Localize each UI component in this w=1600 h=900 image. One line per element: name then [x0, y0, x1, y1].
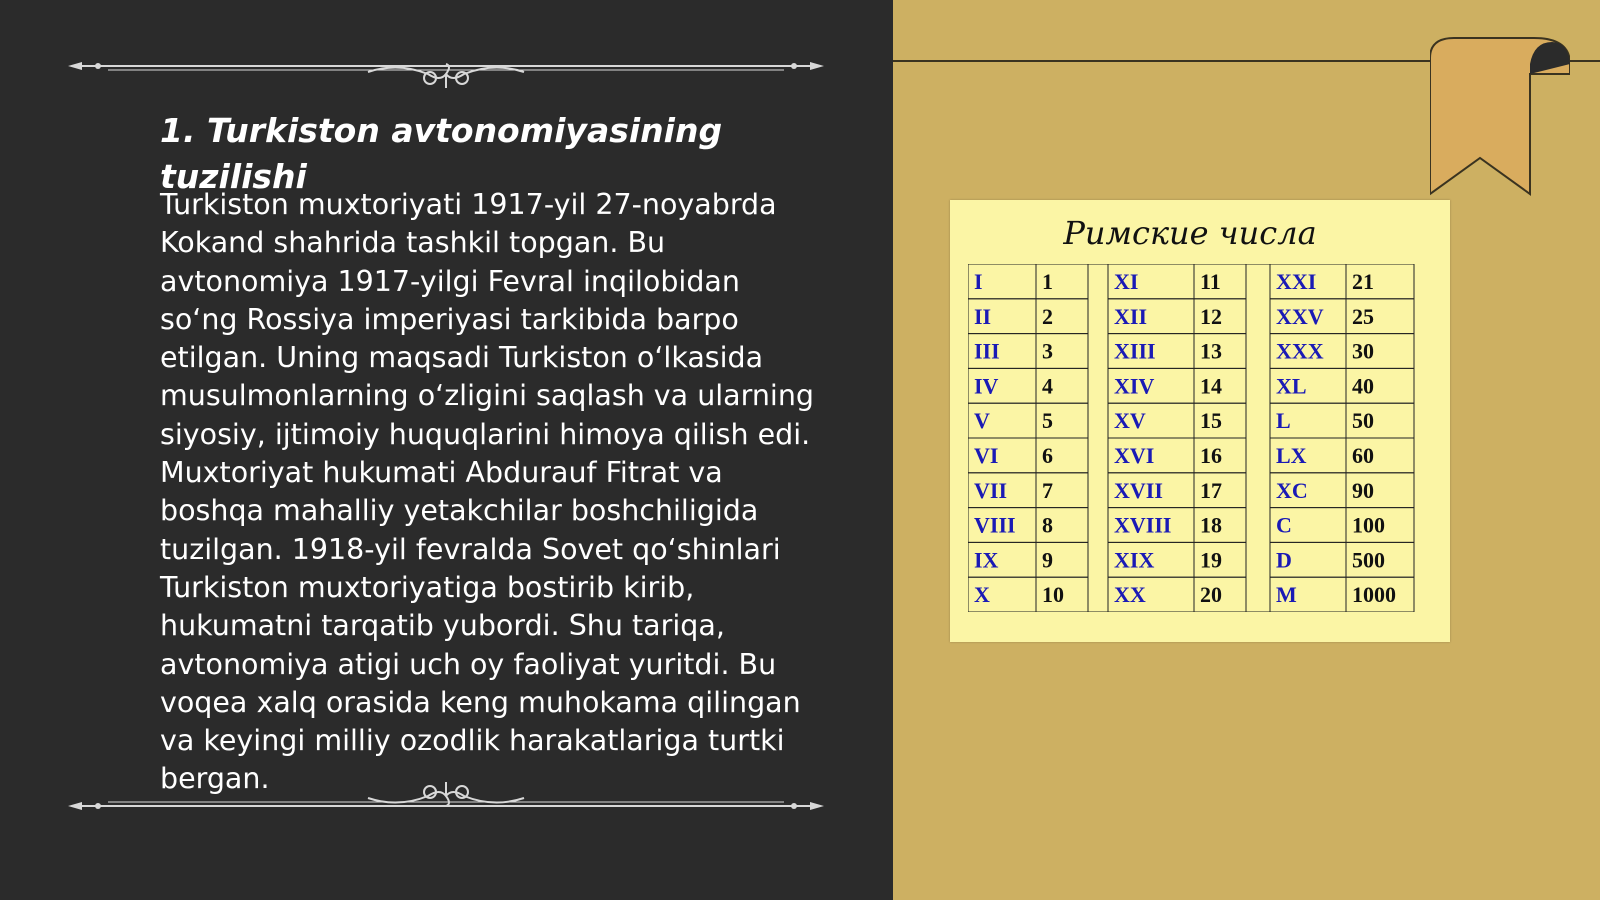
arabic-number: 18 [1200, 512, 1222, 538]
arabic-number: 2 [1042, 303, 1053, 329]
roman-numeral: XX [1114, 582, 1146, 608]
roman-numeral: LX [1276, 443, 1307, 468]
roman-numeral: V [974, 408, 990, 434]
roman-numerals-image [950, 200, 1450, 642]
roman-numeral: IV [974, 373, 999, 399]
roman-numerals-table [968, 264, 1422, 612]
bookmark-ribbon-icon [1430, 34, 1570, 200]
roman-numeral: XXV [1276, 303, 1324, 329]
roman-numeral: XV [1114, 408, 1146, 434]
arabic-number: 500 [1352, 547, 1385, 573]
roman-numeral: III [974, 338, 1000, 364]
arabic-number: 7 [1042, 477, 1053, 503]
arabic-number: 14 [1200, 373, 1222, 399]
arabic-number: 16 [1200, 443, 1222, 468]
column-gap [1088, 264, 1108, 612]
arabic-number: 15 [1200, 408, 1222, 434]
roman-numeral: XVI [1114, 443, 1155, 468]
slide-title: 1. Turkiston avtonomiyasining tuzilishi [160, 111, 723, 196]
ornament-divider-top-icon [68, 48, 824, 88]
roman-numeral: X [974, 582, 990, 608]
arabic-number: 3 [1042, 338, 1053, 364]
arabic-number: 21 [1352, 269, 1374, 294]
roman-numeral: M [1276, 582, 1297, 608]
roman-numeral: XI [1114, 269, 1139, 294]
roman-numeral: XIV [1114, 373, 1155, 399]
roman-numeral: C [1276, 512, 1292, 538]
roman-numeral: I [974, 269, 983, 294]
arabic-number: 90 [1352, 477, 1374, 503]
roman-numeral: D [1276, 547, 1292, 573]
arabic-number: 40 [1352, 373, 1374, 399]
arabic-number: 1 [1042, 269, 1053, 294]
arabic-number: 30 [1352, 338, 1374, 364]
arabic-number: 50 [1352, 408, 1374, 434]
arabic-number: 20 [1200, 582, 1222, 608]
arabic-number: 19 [1200, 547, 1222, 573]
roman-numeral: L [1276, 408, 1291, 434]
roman-numeral: XVII [1114, 477, 1163, 503]
arabic-number: 5 [1042, 408, 1053, 434]
arabic-number: 100 [1352, 512, 1385, 538]
slide-body-text: Turkiston muxtoriyati 1917-yil 27-noyabrda Kokand shahrida tashkil topgan. Bu avtonomiya 1917-yilgi Fevral inqilobidan so‘ng Rossiya imperiyasi tarkibida barpo etilgan. Uning maqsadi Turkiston o‘lkasida musulmonlarning o‘zligini saqlash va ularning siyosiy, ijtimoiy huquqlarini himoya qilish edi. Muxtoriyat hukumati Abdurauf Fitrat va boshqa mahalliy yetakchilar boshchiligida tuzilgan. 1918-yil fevralda Sovet qo‘shinlari Turkiston muxtoriyatiga bostirib kirib, hukumatni tarqatib yubordi. Shu tariqa, avtonomiya atigi uch oy faoliyat yuritdi. Bu voqea xalq orasida keng muhokama qilingan va keyingi milliy ozodlik harakatlariga turtki bergan. [160, 188, 814, 796]
roman-numeral: XII [1114, 303, 1148, 329]
arabic-number: 17 [1200, 477, 1222, 503]
roman-numerals-title: Римские числа [1063, 214, 1317, 252]
arabic-number: 11 [1200, 269, 1221, 294]
roman-numeral: XC [1276, 477, 1308, 503]
arabic-number: 8 [1042, 512, 1053, 538]
arabic-number: 9 [1042, 547, 1053, 573]
arabic-number: 1000 [1352, 582, 1396, 608]
arabic-number: 4 [1042, 373, 1053, 399]
roman-numeral: VII [974, 477, 1008, 503]
arabic-number: 12 [1200, 303, 1222, 329]
arabic-number: 60 [1352, 443, 1374, 468]
roman-numeral: IX [974, 547, 999, 573]
roman-numeral: XIII [1114, 338, 1156, 364]
arabic-number: 6 [1042, 443, 1053, 468]
roman-numeral: VI [974, 443, 999, 468]
arabic-number: 25 [1352, 303, 1374, 329]
ornament-divider-bottom-icon [68, 782, 824, 822]
roman-numeral: XXI [1276, 269, 1317, 294]
roman-numeral: VIII [974, 512, 1016, 538]
arabic-number: 13 [1200, 338, 1222, 364]
roman-numeral: XIX [1114, 547, 1155, 573]
arabic-number: 10 [1042, 582, 1064, 608]
roman-numeral: XVIII [1114, 512, 1172, 538]
roman-numeral: II [974, 303, 992, 329]
roman-numeral: XXX [1276, 338, 1324, 364]
roman-numeral: XL [1276, 373, 1307, 399]
column-gap [1246, 264, 1270, 612]
